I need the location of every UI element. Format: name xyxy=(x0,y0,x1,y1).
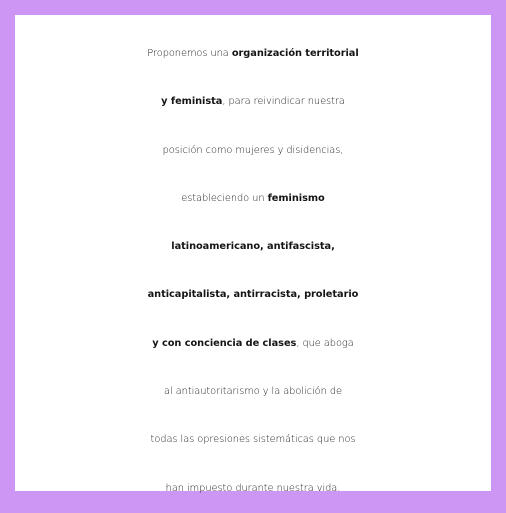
line-4-regular: estableciendo un xyxy=(181,192,268,204)
statement-line-4 xyxy=(15,175,491,223)
statement-line-8 xyxy=(15,368,491,416)
line-7-bold: y con conciencia de clases xyxy=(152,337,297,349)
statement-line-7 xyxy=(15,320,491,368)
statement-line-5 xyxy=(15,223,491,271)
line-7-regular: , que aboga xyxy=(296,337,354,349)
line-2-regular: , para reivindicar nuestra xyxy=(222,96,345,108)
line-9-regular: todas las opresiones sistemáticas que nos xyxy=(150,434,356,446)
statement-line-1 xyxy=(15,30,491,78)
line-3-regular: posición como mujeres y disidencias, xyxy=(162,144,344,156)
line-5-bold: latinoamericano, antifascista, xyxy=(171,241,335,253)
statement-line-6 xyxy=(15,271,491,319)
line-4-bold: feminismo xyxy=(267,192,325,204)
line-10-regular: han impuesto durante nuestra vida. xyxy=(165,482,341,494)
line-1-bold: organización territorial xyxy=(231,48,359,59)
statement-card xyxy=(15,15,491,494)
statement-line-3 xyxy=(15,127,491,175)
line-2-bold: y feminista xyxy=(161,96,223,108)
line-1-regular: Proponemos una xyxy=(147,48,232,59)
statement-line-2 xyxy=(15,78,491,126)
statement-line-9 xyxy=(15,416,491,464)
line-6-bold: anticapitalista, antirracista, proletario xyxy=(147,289,359,301)
line-8-regular: al antiautoritarismo y la abolición de xyxy=(164,386,342,398)
